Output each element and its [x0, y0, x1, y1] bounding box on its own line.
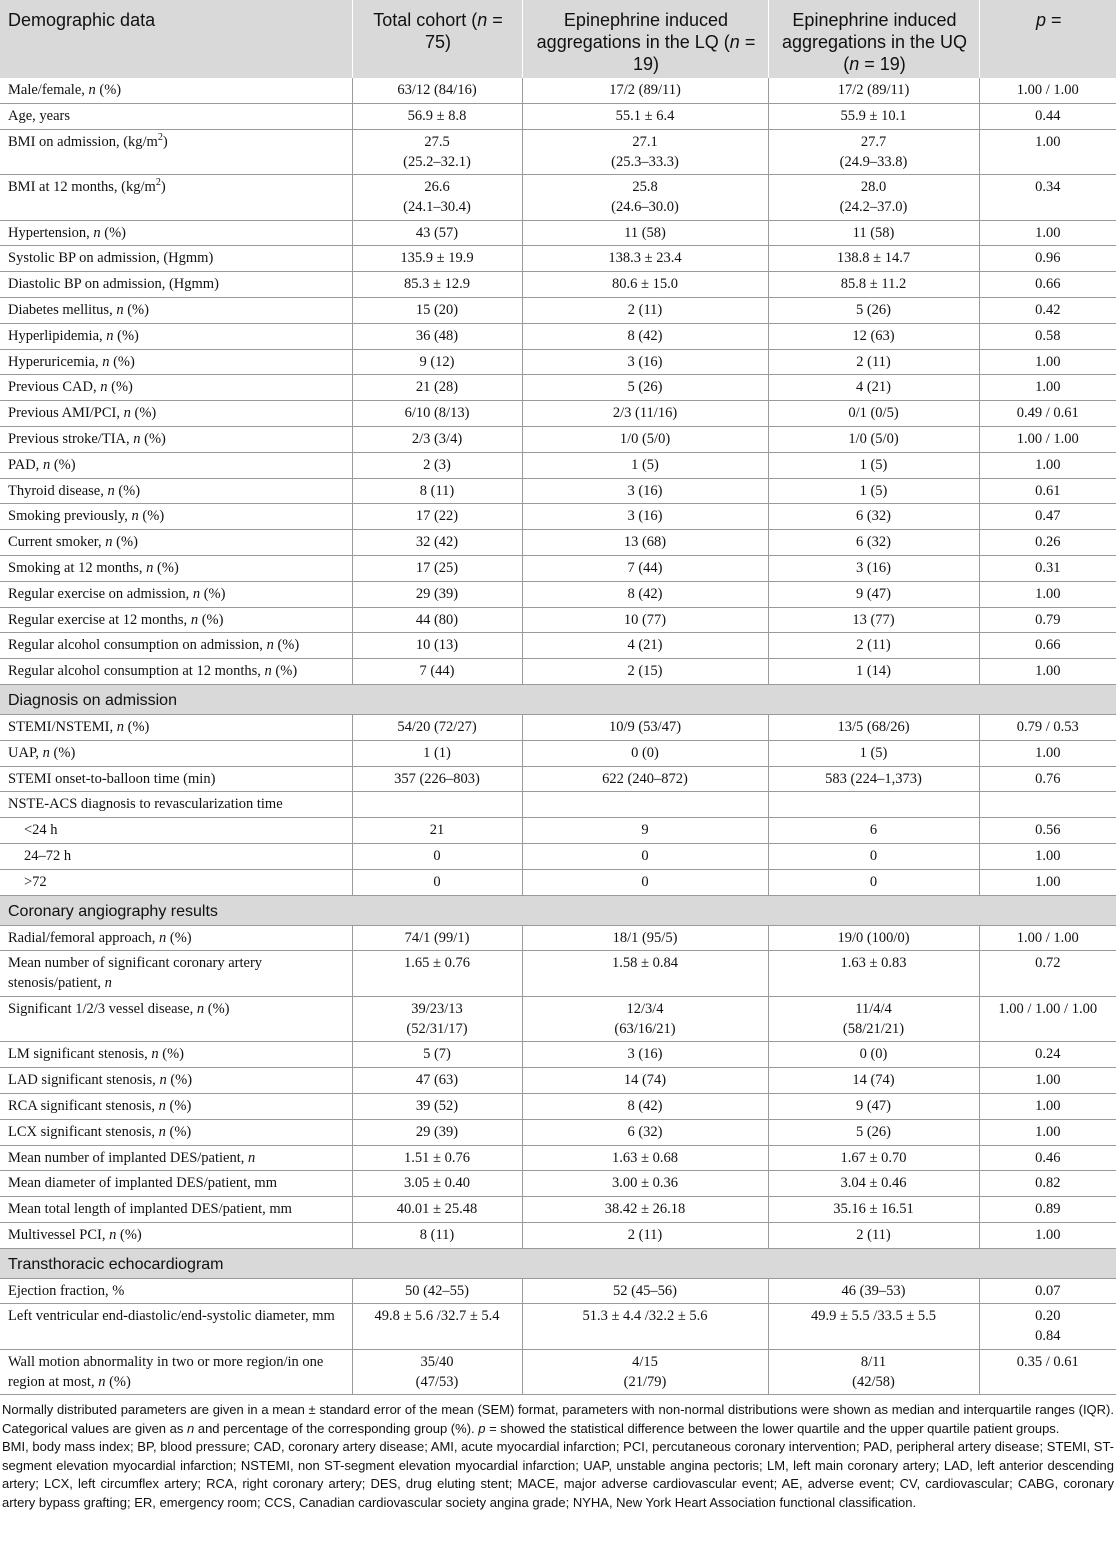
- cell-value: 21: [352, 818, 522, 844]
- cell-value: 10 (77): [522, 607, 768, 633]
- cell-value: 0: [352, 869, 522, 895]
- cell-value: 2 (11): [522, 297, 768, 323]
- cell-value: 357 (226–803): [352, 766, 522, 792]
- cell-value: 18/1 (95/5): [522, 925, 768, 951]
- table-row: [0, 375, 1116, 401]
- cell-value: 1.00: [979, 220, 1116, 246]
- cell-value: 5 (7): [352, 1042, 522, 1068]
- cell-value: 0.61: [979, 478, 1116, 504]
- table-row: [0, 1093, 1116, 1119]
- cell-value: 32 (42): [352, 530, 522, 556]
- table-row: [0, 555, 1116, 581]
- row-label: STEMI onset-to-balloon time (min): [0, 766, 352, 792]
- row-label: Mean total length of implanted DES/patient, mm: [0, 1197, 352, 1223]
- row-label: Regular alcohol consumption at 12 months, n (%): [0, 659, 352, 685]
- cell-value: 40.01 ± 25.48: [352, 1197, 522, 1223]
- row-label: RCA significant stenosis, n (%): [0, 1093, 352, 1119]
- row-label: Ejection fraction, %: [0, 1278, 352, 1304]
- cell-value: 0.47: [979, 504, 1116, 530]
- cell-value: 0.66: [979, 272, 1116, 298]
- cell-value: 0.44: [979, 103, 1116, 129]
- table-row: [0, 530, 1116, 556]
- table-row: [0, 401, 1116, 427]
- table-row: [0, 659, 1116, 685]
- cell-value: 2 (11): [522, 1222, 768, 1248]
- cell-value: 25.8 (24.6–30.0): [522, 175, 768, 221]
- cell-value: 39 (52): [352, 1093, 522, 1119]
- row-label: Diastolic BP on admission, (Hgmm): [0, 272, 352, 298]
- table-row: [0, 426, 1116, 452]
- header-p-value: p =: [979, 0, 1116, 78]
- cell-value: 0.72: [979, 951, 1116, 997]
- cell-value: 27.7 (24.9–33.8): [768, 129, 979, 175]
- cell-value: 8 (11): [352, 1222, 522, 1248]
- section-header-row: [0, 1248, 1116, 1278]
- cell-value: 63/12 (84/16): [352, 78, 522, 103]
- cell-value: 10/9 (53/47): [522, 714, 768, 740]
- cell-value: 1.00: [979, 129, 1116, 175]
- cell-value: 6 (32): [768, 504, 979, 530]
- cell-value: 0.96: [979, 246, 1116, 272]
- row-label: Smoking at 12 months, n (%): [0, 555, 352, 581]
- cell-value: 47 (63): [352, 1068, 522, 1094]
- row-label: Multivessel PCI, n (%): [0, 1222, 352, 1248]
- cell-value: 21 (28): [352, 375, 522, 401]
- cell-value: 1/0 (5/0): [768, 426, 979, 452]
- cell-value: [352, 792, 522, 818]
- cell-value: 1.00: [979, 452, 1116, 478]
- cell-value: 1 (5): [768, 478, 979, 504]
- table-row: [0, 246, 1116, 272]
- table-row: [0, 818, 1116, 844]
- row-label: LCX significant stenosis, n (%): [0, 1119, 352, 1145]
- cell-value: 15 (20): [352, 297, 522, 323]
- row-label: PAD, n (%): [0, 452, 352, 478]
- cell-value: 4/15 (21/79): [522, 1349, 768, 1395]
- cell-value: 0.76: [979, 766, 1116, 792]
- cell-value: 0.82: [979, 1171, 1116, 1197]
- cell-value: 39/23/13 (52/31/17): [352, 996, 522, 1042]
- cell-value: 3 (16): [522, 504, 768, 530]
- cell-value: 7 (44): [522, 555, 768, 581]
- cell-value: 1.00: [979, 1068, 1116, 1094]
- cell-value: 51.3 ± 4.4 /32.2 ± 5.6: [522, 1304, 768, 1350]
- table-row: [0, 740, 1116, 766]
- row-label: <24 h: [0, 818, 352, 844]
- row-label: Previous CAD, n (%): [0, 375, 352, 401]
- footnote-abbreviations: BMI, body mass index; BP, blood pressure; CAD, coronary artery disease; AMI, acute myocardial infarction; PCI, percutaneous coronary intervention; PAD, peripheral artery disease; STEMI, ST-segment elevation myocardial infarction; NSTEMI, non ST-segment elevation myocardial infarction; UAP, unstable angina pectoris; LM, left main coronary artery; LAD, left anterior descending artery; LCX, left circumflex artery; RCA, right coronary artery; DES, drug eluting stent; MACE, major adverse cardiovascular event; AE, adverse event; CV, cardiovascular; CABG, coronary artery bypass grafting; ER, emergency room; CCS, Canadian cardiovascular society angina grade; NYHA, New York Heart Association functional classification.: [2, 1439, 1114, 1510]
- row-label: Age, years: [0, 103, 352, 129]
- cell-value: 35.16 ± 16.51: [768, 1197, 979, 1223]
- cell-value: 85.8 ± 11.2: [768, 272, 979, 298]
- cell-value: 38.42 ± 26.18: [522, 1197, 768, 1223]
- row-label: UAP, n (%): [0, 740, 352, 766]
- cell-value: 8 (11): [352, 478, 522, 504]
- cell-value: 1.63 ± 0.68: [522, 1145, 768, 1171]
- cell-value: 2 (3): [352, 452, 522, 478]
- row-label: >72: [0, 869, 352, 895]
- row-label: Previous stroke/TIA, n (%): [0, 426, 352, 452]
- table-row: [0, 633, 1116, 659]
- cell-value: 0 (0): [768, 1042, 979, 1068]
- cell-value: 1.00: [979, 1093, 1116, 1119]
- table-row: [0, 452, 1116, 478]
- cell-value: 5 (26): [768, 1119, 979, 1145]
- cell-value: 135.9 ± 19.9: [352, 246, 522, 272]
- cell-value: 19/0 (100/0): [768, 925, 979, 951]
- cell-value: 12 (63): [768, 323, 979, 349]
- table-row: [0, 714, 1116, 740]
- cell-value: 43 (57): [352, 220, 522, 246]
- row-label: Smoking previously, n (%): [0, 504, 352, 530]
- header-uq: Epinephrine induced aggregations in the UQ (n = 19): [768, 0, 979, 78]
- row-label: Mean number of implanted DES/patient, n: [0, 1145, 352, 1171]
- cell-value: 2/3 (11/16): [522, 401, 768, 427]
- cell-value: 80.6 ± 15.0: [522, 272, 768, 298]
- cell-value: 27.1 (25.3–33.3): [522, 129, 768, 175]
- section-title: Transthoracic echocardiogram: [0, 1248, 1116, 1278]
- cell-value: 13 (77): [768, 607, 979, 633]
- cell-value: 14 (74): [522, 1068, 768, 1094]
- table-row: [0, 297, 1116, 323]
- table-row: [0, 129, 1116, 175]
- cell-value: 1.00: [979, 1222, 1116, 1248]
- cell-value: 138.8 ± 14.7: [768, 246, 979, 272]
- cell-value: 1.67 ± 0.70: [768, 1145, 979, 1171]
- cell-value: [979, 792, 1116, 818]
- row-label: Regular exercise at 12 months, n (%): [0, 607, 352, 633]
- cell-value: 3 (16): [768, 555, 979, 581]
- table-row: [0, 1349, 1116, 1395]
- row-label: Regular exercise on admission, n (%): [0, 581, 352, 607]
- cell-value: 1.63 ± 0.83: [768, 951, 979, 997]
- cell-value: 0.34: [979, 175, 1116, 221]
- table-row: [0, 581, 1116, 607]
- cell-value: 0: [768, 869, 979, 895]
- row-label: Regular alcohol consumption on admission, n (%): [0, 633, 352, 659]
- row-label: LAD significant stenosis, n (%): [0, 1068, 352, 1094]
- row-label: NSTE-ACS diagnosis to revascularization time: [0, 792, 352, 818]
- cell-value: 54/20 (72/27): [352, 714, 522, 740]
- cell-value: 1.00: [979, 659, 1116, 685]
- table-row: [0, 1145, 1116, 1171]
- cell-value: 8 (42): [522, 581, 768, 607]
- row-label: Diabetes mellitus, n (%): [0, 297, 352, 323]
- cell-value: 4 (21): [768, 375, 979, 401]
- cell-value: 1.00: [979, 375, 1116, 401]
- cell-value: 28.0 (24.2–37.0): [768, 175, 979, 221]
- table-row: [0, 843, 1116, 869]
- table-row: [0, 1222, 1116, 1248]
- table-row: [0, 1068, 1116, 1094]
- cell-value: 1.00 / 1.00: [979, 426, 1116, 452]
- table-row: [0, 792, 1116, 818]
- row-label: Left ventricular end-diastolic/end-systolic diameter, mm: [0, 1304, 352, 1350]
- table-body: [0, 78, 1116, 1395]
- cell-value: 3.05 ± 0.40: [352, 1171, 522, 1197]
- cell-value: 2 (15): [522, 659, 768, 685]
- cell-value: 5 (26): [522, 375, 768, 401]
- cell-value: 583 (224–1,373): [768, 766, 979, 792]
- cell-value: 35/40 (47/53): [352, 1349, 522, 1395]
- table-row: [0, 1042, 1116, 1068]
- cell-value: 1.00: [979, 843, 1116, 869]
- cell-value: 0.49 / 0.61: [979, 401, 1116, 427]
- table-row: [0, 504, 1116, 530]
- table-row: [0, 766, 1116, 792]
- table-footnotes: [0, 1395, 1116, 1512]
- cell-value: 13/5 (68/26): [768, 714, 979, 740]
- cell-value: 1.51 ± 0.76: [352, 1145, 522, 1171]
- cell-value: 17 (22): [352, 504, 522, 530]
- cell-value: 12/3/4 (63/16/21): [522, 996, 768, 1042]
- table-row: [0, 1278, 1116, 1304]
- cell-value: 2/3 (3/4): [352, 426, 522, 452]
- cell-value: 44 (80): [352, 607, 522, 633]
- row-label: Thyroid disease, n (%): [0, 478, 352, 504]
- table-row: [0, 1119, 1116, 1145]
- cell-value: 17 (25): [352, 555, 522, 581]
- cell-value: 11 (58): [522, 220, 768, 246]
- table-row: [0, 478, 1116, 504]
- cell-value: 7 (44): [352, 659, 522, 685]
- cell-value: 3 (16): [522, 349, 768, 375]
- cell-value: 17/2 (89/11): [522, 78, 768, 103]
- cell-value: 8/11 (42/58): [768, 1349, 979, 1395]
- row-label: STEMI/NSTEMI, n (%): [0, 714, 352, 740]
- cell-value: 9 (12): [352, 349, 522, 375]
- section-header-row: [0, 684, 1116, 714]
- cell-value: 0: [352, 843, 522, 869]
- cell-value: 13 (68): [522, 530, 768, 556]
- row-label: Mean number of significant coronary artery stenosis/patient, n: [0, 951, 352, 997]
- cell-value: [768, 792, 979, 818]
- table-row: [0, 996, 1116, 1042]
- row-label: Previous AMI/PCI, n (%): [0, 401, 352, 427]
- cell-value: 0.26: [979, 530, 1116, 556]
- cell-value: 46 (39–53): [768, 1278, 979, 1304]
- row-label: Radial/femoral approach, n (%): [0, 925, 352, 951]
- section-title: Diagnosis on admission: [0, 684, 1116, 714]
- table-row: [0, 175, 1116, 221]
- cell-value: 1 (1): [352, 740, 522, 766]
- cell-value: 1.00 / 1.00: [979, 925, 1116, 951]
- cell-value: 4 (21): [522, 633, 768, 659]
- cell-value: 11/4/4 (58/21/21): [768, 996, 979, 1042]
- cell-value: 74/1 (99/1): [352, 925, 522, 951]
- header-lq: Epinephrine induced aggregations in the LQ (n = 19): [522, 0, 768, 78]
- cell-value: 1.00: [979, 581, 1116, 607]
- cell-value: [522, 792, 768, 818]
- cell-value: 0.20 0.84: [979, 1304, 1116, 1350]
- cell-value: 1 (5): [522, 452, 768, 478]
- cell-value: 6 (32): [768, 530, 979, 556]
- cell-value: 0.89: [979, 1197, 1116, 1223]
- cell-value: 0.31: [979, 555, 1116, 581]
- cell-value: 1.00: [979, 349, 1116, 375]
- cell-value: 0.46: [979, 1145, 1116, 1171]
- table-row: [0, 103, 1116, 129]
- table-header-row: [0, 0, 1116, 78]
- cell-value: 3 (16): [522, 478, 768, 504]
- cell-value: 1.00 / 1.00 / 1.00: [979, 996, 1116, 1042]
- cell-value: 2 (11): [768, 633, 979, 659]
- cell-value: 1.00: [979, 869, 1116, 895]
- cell-value: 9: [522, 818, 768, 844]
- cell-value: 10 (13): [352, 633, 522, 659]
- cell-value: 49.8 ± 5.6 /32.7 ± 5.4: [352, 1304, 522, 1350]
- cell-value: 26.6 (24.1–30.4): [352, 175, 522, 221]
- row-label: 24–72 h: [0, 843, 352, 869]
- cell-value: 14 (74): [768, 1068, 979, 1094]
- cell-value: 9 (47): [768, 581, 979, 607]
- row-label: Hyperuricemia, n (%): [0, 349, 352, 375]
- section-header-row: [0, 895, 1116, 925]
- row-label: Systolic BP on admission, (Hgmm): [0, 246, 352, 272]
- table-row: [0, 607, 1116, 633]
- row-label: LM significant stenosis, n (%): [0, 1042, 352, 1068]
- cell-value: 9 (47): [768, 1093, 979, 1119]
- cell-value: 29 (39): [352, 581, 522, 607]
- cell-value: 5 (26): [768, 297, 979, 323]
- row-label: BMI at 12 months, $(kg/m^2)$: [0, 175, 352, 221]
- cell-value: 1.65 ± 0.76: [352, 951, 522, 997]
- footnote-statistics: Normally distributed parameters are given in a mean ± standard error of the mean (SEM) format, parameters with non-normal distributions were shown as median and interquartile ranges (IQR). Categorical values are given as n and percentage of the corresponding group (%). p = showed the statistical difference between the lower quartile and the upper quartile patient groups.: [2, 1402, 1114, 1436]
- table-row: [0, 1304, 1116, 1350]
- cell-value: 1.00: [979, 1119, 1116, 1145]
- cell-value: 622 (240–872): [522, 766, 768, 792]
- table-row: [0, 323, 1116, 349]
- cell-value: 1.00: [979, 740, 1116, 766]
- cell-value: 11 (58): [768, 220, 979, 246]
- cell-value: 49.9 ± 5.5 /33.5 ± 5.5: [768, 1304, 979, 1350]
- cell-value: 6: [768, 818, 979, 844]
- cell-value: 3.00 ± 0.36: [522, 1171, 768, 1197]
- cell-value: 3 (16): [522, 1042, 768, 1068]
- cell-value: 3.04 ± 0.46: [768, 1171, 979, 1197]
- cell-value: 17/2 (89/11): [768, 78, 979, 103]
- row-label: Hyperlipidemia, n (%): [0, 323, 352, 349]
- cell-value: 50 (42–55): [352, 1278, 522, 1304]
- row-label: Current smoker, n (%): [0, 530, 352, 556]
- cell-value: 1/0 (5/0): [522, 426, 768, 452]
- cell-value: 0: [522, 869, 768, 895]
- row-label: Hypertension, n (%): [0, 220, 352, 246]
- cell-value: 55.9 ± 10.1: [768, 103, 979, 129]
- row-label: BMI on admission, $(kg/m^2)$: [0, 129, 352, 175]
- cell-value: 1 (5): [768, 740, 979, 766]
- table-row: [0, 220, 1116, 246]
- cell-value: 6/10 (8/13): [352, 401, 522, 427]
- cell-value: 27.5 (25.2–32.1): [352, 129, 522, 175]
- cell-value: 8 (42): [522, 1093, 768, 1119]
- cell-value: 8 (42): [522, 323, 768, 349]
- cell-value: 0.42: [979, 297, 1116, 323]
- cell-value: 1.00 / 1.00: [979, 78, 1116, 103]
- cell-value: 1.58 ± 0.84: [522, 951, 768, 997]
- table-row: [0, 1171, 1116, 1197]
- section-title: Coronary angiography results: [0, 895, 1116, 925]
- cell-value: 138.3 ± 23.4: [522, 246, 768, 272]
- cell-value: 2 (11): [768, 349, 979, 375]
- row-label: Wall motion abnormality in two or more region/in one region at most, n (%): [0, 1349, 352, 1395]
- cell-value: 0 (0): [522, 740, 768, 766]
- cell-value: 0/1 (0/5): [768, 401, 979, 427]
- table-row: [0, 1197, 1116, 1223]
- cell-value: 0.79: [979, 607, 1116, 633]
- cell-value: 0: [522, 843, 768, 869]
- row-label: Male/female, n (%): [0, 78, 352, 103]
- cell-value: 56.9 ± 8.8: [352, 103, 522, 129]
- cell-value: 2 (11): [768, 1222, 979, 1248]
- cell-value: 85.3 ± 12.9: [352, 272, 522, 298]
- cell-value: 29 (39): [352, 1119, 522, 1145]
- cell-value: 1 (5): [768, 452, 979, 478]
- cell-value: 0.56: [979, 818, 1116, 844]
- cell-value: 0.24: [979, 1042, 1116, 1068]
- row-label: Significant 1/2/3 vessel disease, n (%): [0, 996, 352, 1042]
- cell-value: 0.58: [979, 323, 1116, 349]
- cell-value: 1 (14): [768, 659, 979, 685]
- cell-value: 0.35 / 0.61: [979, 1349, 1116, 1395]
- cell-value: 6 (32): [522, 1119, 768, 1145]
- table-row: [0, 349, 1116, 375]
- cell-value: 0.79 / 0.53: [979, 714, 1116, 740]
- cell-value: 52 (45–56): [522, 1278, 768, 1304]
- header-total-cohort: Total cohort (n = 75): [352, 0, 522, 78]
- cell-value: 0: [768, 843, 979, 869]
- table-row: [0, 272, 1116, 298]
- table-row: [0, 869, 1116, 895]
- table-row: [0, 925, 1116, 951]
- table-row: [0, 951, 1116, 997]
- table-row: [0, 78, 1116, 103]
- cell-value: 0.07: [979, 1278, 1116, 1304]
- cell-value: 36 (48): [352, 323, 522, 349]
- header-demographic-data: Demographic data: [0, 0, 352, 78]
- cell-value: 55.1 ± 6.4: [522, 103, 768, 129]
- row-label: Mean diameter of implanted DES/patient, mm: [0, 1171, 352, 1197]
- cell-value: 0.66: [979, 633, 1116, 659]
